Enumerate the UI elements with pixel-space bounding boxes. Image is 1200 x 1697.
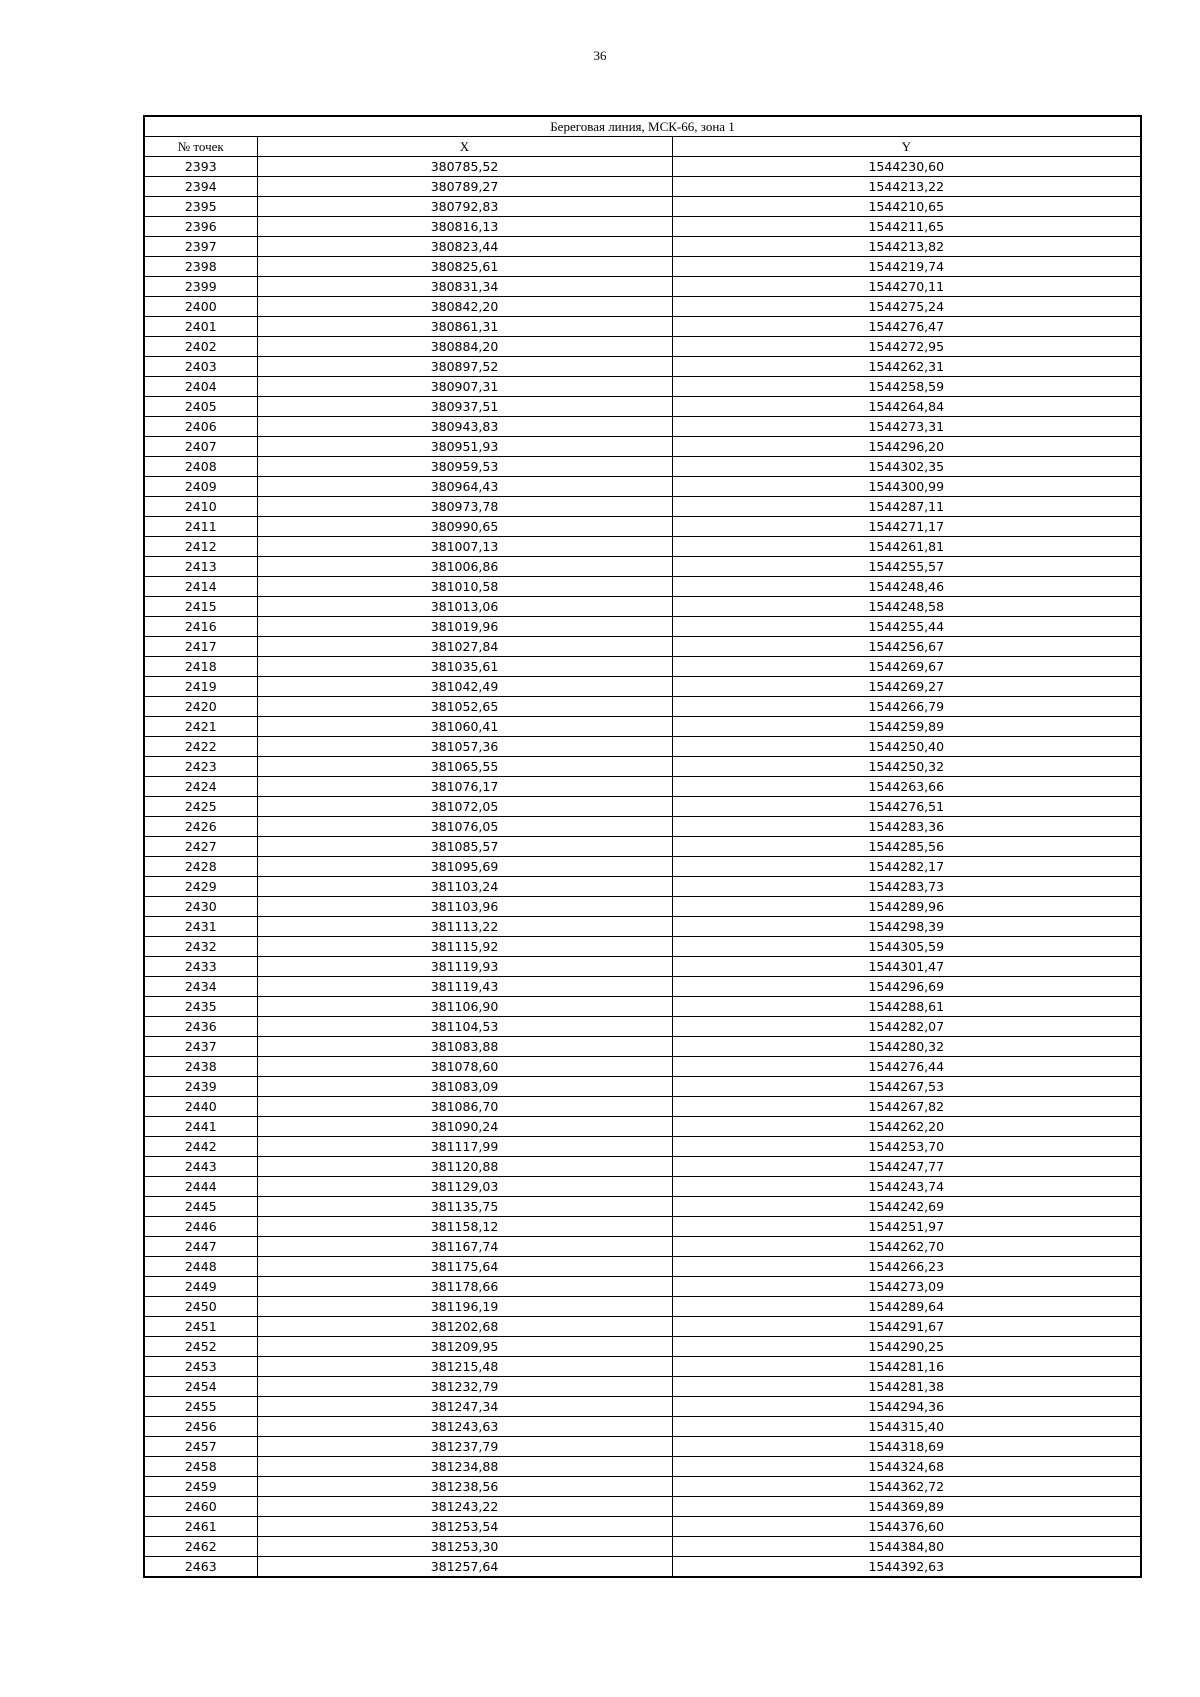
point-number-cell: 2419 [144, 677, 257, 697]
point-number-cell: 2455 [144, 1397, 257, 1417]
y-coordinate-cell: 1544315,40 [672, 1417, 1141, 1437]
x-coordinate-cell: 381237,79 [257, 1437, 672, 1457]
x-coordinate-cell: 380823,44 [257, 237, 672, 257]
point-number-cell: 2404 [144, 377, 257, 397]
point-number-cell: 2405 [144, 397, 257, 417]
x-coordinate-cell: 381085,57 [257, 837, 672, 857]
y-coordinate-cell: 1544211,65 [672, 217, 1141, 237]
y-coordinate-cell: 1544283,36 [672, 817, 1141, 837]
y-coordinate-cell: 1544219,74 [672, 257, 1141, 277]
table-row [144, 1117, 1141, 1137]
x-coordinate-cell: 381106,90 [257, 997, 672, 1017]
x-coordinate-cell: 380861,31 [257, 317, 672, 337]
table-row [144, 177, 1141, 197]
y-coordinate-cell: 1544256,67 [672, 637, 1141, 657]
point-number-cell: 2456 [144, 1417, 257, 1437]
x-coordinate-cell: 380990,65 [257, 517, 672, 537]
x-coordinate-cell: 381117,99 [257, 1137, 672, 1157]
point-number-cell: 2443 [144, 1157, 257, 1177]
point-number-cell: 2415 [144, 597, 257, 617]
table-row [144, 1537, 1141, 1557]
point-number-cell: 2431 [144, 917, 257, 937]
y-coordinate-cell: 1544376,60 [672, 1517, 1141, 1537]
y-coordinate-cell: 1544283,73 [672, 877, 1141, 897]
point-number-cell: 2433 [144, 957, 257, 977]
x-coordinate-cell: 381103,24 [257, 877, 672, 897]
table-row [144, 157, 1141, 177]
x-coordinate-cell: 380842,20 [257, 297, 672, 317]
table-header-row [144, 137, 1141, 157]
x-coordinate-cell: 381120,88 [257, 1157, 672, 1177]
y-coordinate-cell: 1544302,35 [672, 457, 1141, 477]
table-row [144, 357, 1141, 377]
y-coordinate-cell: 1544270,11 [672, 277, 1141, 297]
x-coordinate-cell: 381115,92 [257, 937, 672, 957]
table-row [144, 1077, 1141, 1097]
x-coordinate-cell: 381202,68 [257, 1317, 672, 1337]
x-coordinate-cell: 380825,61 [257, 257, 672, 277]
table-row [144, 817, 1141, 837]
y-coordinate-cell: 1544248,46 [672, 577, 1141, 597]
x-coordinate-cell: 381065,55 [257, 757, 672, 777]
table-row [144, 337, 1141, 357]
point-number-cell: 2412 [144, 537, 257, 557]
point-number-cell: 2446 [144, 1217, 257, 1237]
table-row [144, 537, 1141, 557]
point-number-cell: 2403 [144, 357, 257, 377]
y-coordinate-cell: 1544287,11 [672, 497, 1141, 517]
y-coordinate-cell: 1544266,23 [672, 1257, 1141, 1277]
x-coordinate-cell: 380959,53 [257, 457, 672, 477]
x-coordinate-cell: 381083,09 [257, 1077, 672, 1097]
point-number-cell: 2461 [144, 1517, 257, 1537]
y-coordinate-cell: 1544210,65 [672, 197, 1141, 217]
x-coordinate-cell: 381178,66 [257, 1277, 672, 1297]
x-coordinate-cell: 380907,31 [257, 377, 672, 397]
x-coordinate-cell: 380973,78 [257, 497, 672, 517]
table-caption-row [144, 116, 1141, 137]
table-row [144, 1377, 1141, 1397]
y-coordinate-cell: 1544262,31 [672, 357, 1141, 377]
table-row [144, 897, 1141, 917]
x-coordinate-cell: 381238,56 [257, 1477, 672, 1497]
table-row [144, 317, 1141, 337]
x-coordinate-cell: 381215,48 [257, 1357, 672, 1377]
y-coordinate-cell: 1544296,69 [672, 977, 1141, 997]
x-coordinate-cell: 381083,88 [257, 1037, 672, 1057]
x-coordinate-cell: 381104,53 [257, 1017, 672, 1037]
y-coordinate-cell: 1544324,68 [672, 1457, 1141, 1477]
point-number-cell: 2436 [144, 1017, 257, 1037]
point-number-cell: 2458 [144, 1457, 257, 1477]
y-coordinate-cell: 1544267,82 [672, 1097, 1141, 1117]
x-coordinate-cell: 381072,05 [257, 797, 672, 817]
y-coordinate-cell: 1544266,79 [672, 697, 1141, 717]
x-coordinate-cell: 381209,95 [257, 1337, 672, 1357]
table-row [144, 1057, 1141, 1077]
table-row [144, 497, 1141, 517]
table-row [144, 1297, 1141, 1317]
table-row [144, 1437, 1141, 1457]
point-number-cell: 2438 [144, 1057, 257, 1077]
y-coordinate-cell: 1544255,44 [672, 617, 1141, 637]
x-coordinate-cell: 381076,17 [257, 777, 672, 797]
x-coordinate-cell: 381232,79 [257, 1377, 672, 1397]
x-coordinate-cell: 381234,88 [257, 1457, 672, 1477]
y-coordinate-cell: 1544285,56 [672, 837, 1141, 857]
x-coordinate-cell: 381113,22 [257, 917, 672, 937]
y-coordinate-cell: 1544296,20 [672, 437, 1141, 457]
table-row [144, 797, 1141, 817]
y-coordinate-cell: 1544258,59 [672, 377, 1141, 397]
y-coordinate-cell: 1544269,67 [672, 657, 1141, 677]
y-coordinate-cell: 1544262,20 [672, 1117, 1141, 1137]
y-coordinate-cell: 1544261,81 [672, 537, 1141, 557]
point-number-cell: 2429 [144, 877, 257, 897]
x-coordinate-cell: 381006,86 [257, 557, 672, 577]
table-row [144, 1157, 1141, 1177]
table-row [144, 1017, 1141, 1037]
point-number-cell: 2437 [144, 1037, 257, 1057]
y-coordinate-cell: 1544242,69 [672, 1197, 1141, 1217]
point-number-cell: 2411 [144, 517, 257, 537]
point-number-cell: 2445 [144, 1197, 257, 1217]
point-number-cell: 2397 [144, 237, 257, 257]
y-coordinate-cell: 1544281,38 [672, 1377, 1141, 1397]
x-coordinate-cell: 381095,69 [257, 857, 672, 877]
y-coordinate-cell: 1544281,16 [672, 1357, 1141, 1377]
x-coordinate-cell: 381243,63 [257, 1417, 672, 1437]
y-coordinate-cell: 1544267,53 [672, 1077, 1141, 1097]
table-row [144, 277, 1141, 297]
point-number-cell: 2435 [144, 997, 257, 1017]
point-number-cell: 2395 [144, 197, 257, 217]
point-number-cell: 2448 [144, 1257, 257, 1277]
table-row [144, 997, 1141, 1017]
point-number-cell: 2418 [144, 657, 257, 677]
table-row [144, 577, 1141, 597]
table-body [144, 157, 1141, 1578]
table-row [144, 1197, 1141, 1217]
y-coordinate-cell: 1544250,40 [672, 737, 1141, 757]
point-number-cell: 2432 [144, 937, 257, 957]
x-coordinate-cell: 381076,05 [257, 817, 672, 837]
y-coordinate-cell: 1544273,09 [672, 1277, 1141, 1297]
point-number-cell: 2460 [144, 1497, 257, 1517]
x-coordinate-cell: 380897,52 [257, 357, 672, 377]
y-coordinate-cell: 1544250,32 [672, 757, 1141, 777]
point-number-cell: 2422 [144, 737, 257, 757]
y-coordinate-cell: 1544282,17 [672, 857, 1141, 877]
y-coordinate-cell: 1544362,72 [672, 1477, 1141, 1497]
table-row [144, 1237, 1141, 1257]
point-number-cell: 2401 [144, 317, 257, 337]
point-number-cell: 2430 [144, 897, 257, 917]
point-number-cell: 2444 [144, 1177, 257, 1197]
point-number-cell: 2406 [144, 417, 257, 437]
table-row [144, 1457, 1141, 1477]
y-coordinate-cell: 1544259,89 [672, 717, 1141, 737]
table-row [144, 457, 1141, 477]
table-row [144, 1477, 1141, 1497]
column-header-point-number: № точек [144, 137, 257, 157]
y-coordinate-cell: 1544275,24 [672, 297, 1141, 317]
point-number-cell: 2441 [144, 1117, 257, 1137]
y-coordinate-cell: 1544305,59 [672, 937, 1141, 957]
point-number-cell: 2416 [144, 617, 257, 637]
y-coordinate-cell: 1544213,82 [672, 237, 1141, 257]
y-coordinate-cell: 1544291,67 [672, 1317, 1141, 1337]
point-number-cell: 2453 [144, 1357, 257, 1377]
point-number-cell: 2454 [144, 1377, 257, 1397]
point-number-cell: 2423 [144, 757, 257, 777]
x-coordinate-cell: 381257,64 [257, 1557, 672, 1578]
y-coordinate-cell: 1544318,69 [672, 1437, 1141, 1457]
y-coordinate-cell: 1544271,17 [672, 517, 1141, 537]
x-coordinate-cell: 380831,34 [257, 277, 672, 297]
x-coordinate-cell: 380884,20 [257, 337, 672, 357]
table-row [144, 757, 1141, 777]
point-number-cell: 2402 [144, 337, 257, 357]
x-coordinate-cell: 381042,49 [257, 677, 672, 697]
page-number: 36 [593, 48, 607, 63]
x-coordinate-cell: 380964,43 [257, 477, 672, 497]
column-header-x: X [257, 137, 672, 157]
table-row [144, 777, 1141, 797]
table-row [144, 517, 1141, 537]
table-row [144, 837, 1141, 857]
y-coordinate-cell: 1544264,84 [672, 397, 1141, 417]
point-number-cell: 2440 [144, 1097, 257, 1117]
table-row [144, 597, 1141, 617]
table-row [144, 477, 1141, 497]
table-row [144, 197, 1141, 217]
x-coordinate-cell: 381243,22 [257, 1497, 672, 1517]
y-coordinate-cell: 1544290,25 [672, 1337, 1141, 1357]
x-coordinate-cell: 381013,06 [257, 597, 672, 617]
point-number-cell: 2427 [144, 837, 257, 857]
table-row [144, 937, 1141, 957]
y-coordinate-cell: 1544230,60 [672, 157, 1141, 177]
table-row [144, 1177, 1141, 1197]
x-coordinate-cell: 380789,27 [257, 177, 672, 197]
point-number-cell: 2428 [144, 857, 257, 877]
y-coordinate-cell: 1544294,36 [672, 1397, 1141, 1417]
table-row [144, 697, 1141, 717]
y-coordinate-cell: 1544369,89 [672, 1497, 1141, 1517]
y-coordinate-cell: 1544251,97 [672, 1217, 1141, 1237]
y-coordinate-cell: 1544276,44 [672, 1057, 1141, 1077]
point-number-cell: 2394 [144, 177, 257, 197]
x-coordinate-cell: 381247,34 [257, 1397, 672, 1417]
x-coordinate-cell: 381052,65 [257, 697, 672, 717]
table-row [144, 917, 1141, 937]
y-coordinate-cell: 1544282,07 [672, 1017, 1141, 1037]
x-coordinate-cell: 381253,54 [257, 1517, 672, 1537]
y-coordinate-cell: 1544263,66 [672, 777, 1141, 797]
point-number-cell: 2426 [144, 817, 257, 837]
table-row [144, 677, 1141, 697]
y-coordinate-cell: 1544392,63 [672, 1557, 1141, 1578]
table-row [144, 237, 1141, 257]
x-coordinate-cell: 380792,83 [257, 197, 672, 217]
x-coordinate-cell: 380785,52 [257, 157, 672, 177]
point-number-cell: 2447 [144, 1237, 257, 1257]
x-coordinate-cell: 381167,74 [257, 1237, 672, 1257]
y-coordinate-cell: 1544213,22 [672, 177, 1141, 197]
table-row [144, 1337, 1141, 1357]
x-coordinate-cell: 381010,58 [257, 577, 672, 597]
point-number-cell: 2442 [144, 1137, 257, 1157]
column-header-y: Y [672, 137, 1141, 157]
table-row [144, 1397, 1141, 1417]
y-coordinate-cell: 1544247,77 [672, 1157, 1141, 1177]
x-coordinate-cell: 381057,36 [257, 737, 672, 757]
x-coordinate-cell: 381119,43 [257, 977, 672, 997]
table-caption: Береговая линия, МСК-66, зона 1 [144, 116, 1141, 137]
point-number-cell: 2396 [144, 217, 257, 237]
table-row [144, 1277, 1141, 1297]
y-coordinate-cell: 1544248,58 [672, 597, 1141, 617]
table-row [144, 1137, 1141, 1157]
point-number-cell: 2417 [144, 637, 257, 657]
table-row [144, 377, 1141, 397]
point-number-cell: 2463 [144, 1557, 257, 1578]
table-row [144, 217, 1141, 237]
table-row [144, 257, 1141, 277]
point-number-cell: 2424 [144, 777, 257, 797]
table-row [144, 437, 1141, 457]
point-number-cell: 2414 [144, 577, 257, 597]
table-row [144, 1557, 1141, 1578]
x-coordinate-cell: 381007,13 [257, 537, 672, 557]
x-coordinate-cell: 381175,64 [257, 1257, 672, 1277]
x-coordinate-cell: 381196,19 [257, 1297, 672, 1317]
point-number-cell: 2449 [144, 1277, 257, 1297]
point-number-cell: 2413 [144, 557, 257, 577]
x-coordinate-cell: 381103,96 [257, 897, 672, 917]
x-coordinate-cell: 381135,75 [257, 1197, 672, 1217]
table-row [144, 957, 1141, 977]
table-row [144, 977, 1141, 997]
x-coordinate-cell: 380937,51 [257, 397, 672, 417]
y-coordinate-cell: 1544280,32 [672, 1037, 1141, 1057]
x-coordinate-cell: 381035,61 [257, 657, 672, 677]
table-row [144, 1417, 1141, 1437]
table-row [144, 1257, 1141, 1277]
point-number-cell: 2452 [144, 1337, 257, 1357]
point-number-cell: 2451 [144, 1317, 257, 1337]
table-row [144, 877, 1141, 897]
point-number-cell: 2393 [144, 157, 257, 177]
point-number-cell: 2398 [144, 257, 257, 277]
x-coordinate-cell: 381078,60 [257, 1057, 672, 1077]
y-coordinate-cell: 1544255,57 [672, 557, 1141, 577]
y-coordinate-cell: 1544384,80 [672, 1537, 1141, 1557]
point-number-cell: 2457 [144, 1437, 257, 1457]
table-row [144, 417, 1141, 437]
y-coordinate-cell: 1544243,74 [672, 1177, 1141, 1197]
table-row [144, 1097, 1141, 1117]
table-row [144, 1497, 1141, 1517]
table-row [144, 297, 1141, 317]
x-coordinate-cell: 381119,93 [257, 957, 672, 977]
coordinates-table [143, 115, 1142, 1578]
table-row [144, 397, 1141, 417]
table-row [144, 717, 1141, 737]
y-coordinate-cell: 1544289,64 [672, 1297, 1141, 1317]
point-number-cell: 2450 [144, 1297, 257, 1317]
table-row [144, 737, 1141, 757]
point-number-cell: 2420 [144, 697, 257, 717]
y-coordinate-cell: 1544276,47 [672, 317, 1141, 337]
point-number-cell: 2434 [144, 977, 257, 997]
table-row [144, 617, 1141, 637]
point-number-cell: 2421 [144, 717, 257, 737]
y-coordinate-cell: 1544272,95 [672, 337, 1141, 357]
table-row [144, 857, 1141, 877]
point-number-cell: 2399 [144, 277, 257, 297]
x-coordinate-cell: 381019,96 [257, 617, 672, 637]
point-number-cell: 2462 [144, 1537, 257, 1557]
x-coordinate-cell: 380816,13 [257, 217, 672, 237]
point-number-cell: 2410 [144, 497, 257, 517]
table-row [144, 1317, 1141, 1337]
table-row [144, 1217, 1141, 1237]
x-coordinate-cell: 380943,83 [257, 417, 672, 437]
table-row [144, 1517, 1141, 1537]
table-row [144, 1357, 1141, 1377]
y-coordinate-cell: 1544288,61 [672, 997, 1141, 1017]
x-coordinate-cell: 381090,24 [257, 1117, 672, 1137]
y-coordinate-cell: 1544273,31 [672, 417, 1141, 437]
y-coordinate-cell: 1544300,99 [672, 477, 1141, 497]
point-number-cell: 2407 [144, 437, 257, 457]
x-coordinate-cell: 381253,30 [257, 1537, 672, 1557]
point-number-cell: 2400 [144, 297, 257, 317]
x-coordinate-cell: 381086,70 [257, 1097, 672, 1117]
x-coordinate-cell: 381027,84 [257, 637, 672, 657]
x-coordinate-cell: 381129,03 [257, 1177, 672, 1197]
x-coordinate-cell: 381158,12 [257, 1217, 672, 1237]
table-row [144, 1037, 1141, 1057]
x-coordinate-cell: 380951,93 [257, 437, 672, 457]
table-row [144, 657, 1141, 677]
y-coordinate-cell: 1544289,96 [672, 897, 1141, 917]
y-coordinate-cell: 1544276,51 [672, 797, 1141, 817]
point-number-cell: 2425 [144, 797, 257, 817]
y-coordinate-cell: 1544253,70 [672, 1137, 1141, 1157]
point-number-cell: 2439 [144, 1077, 257, 1097]
y-coordinate-cell: 1544262,70 [672, 1237, 1141, 1257]
y-coordinate-cell: 1544269,27 [672, 677, 1141, 697]
point-number-cell: 2409 [144, 477, 257, 497]
y-coordinate-cell: 1544298,39 [672, 917, 1141, 937]
point-number-cell: 2459 [144, 1477, 257, 1497]
x-coordinate-cell: 381060,41 [257, 717, 672, 737]
table-row [144, 557, 1141, 577]
table-row [144, 637, 1141, 657]
point-number-cell: 2408 [144, 457, 257, 477]
y-coordinate-cell: 1544301,47 [672, 957, 1141, 977]
